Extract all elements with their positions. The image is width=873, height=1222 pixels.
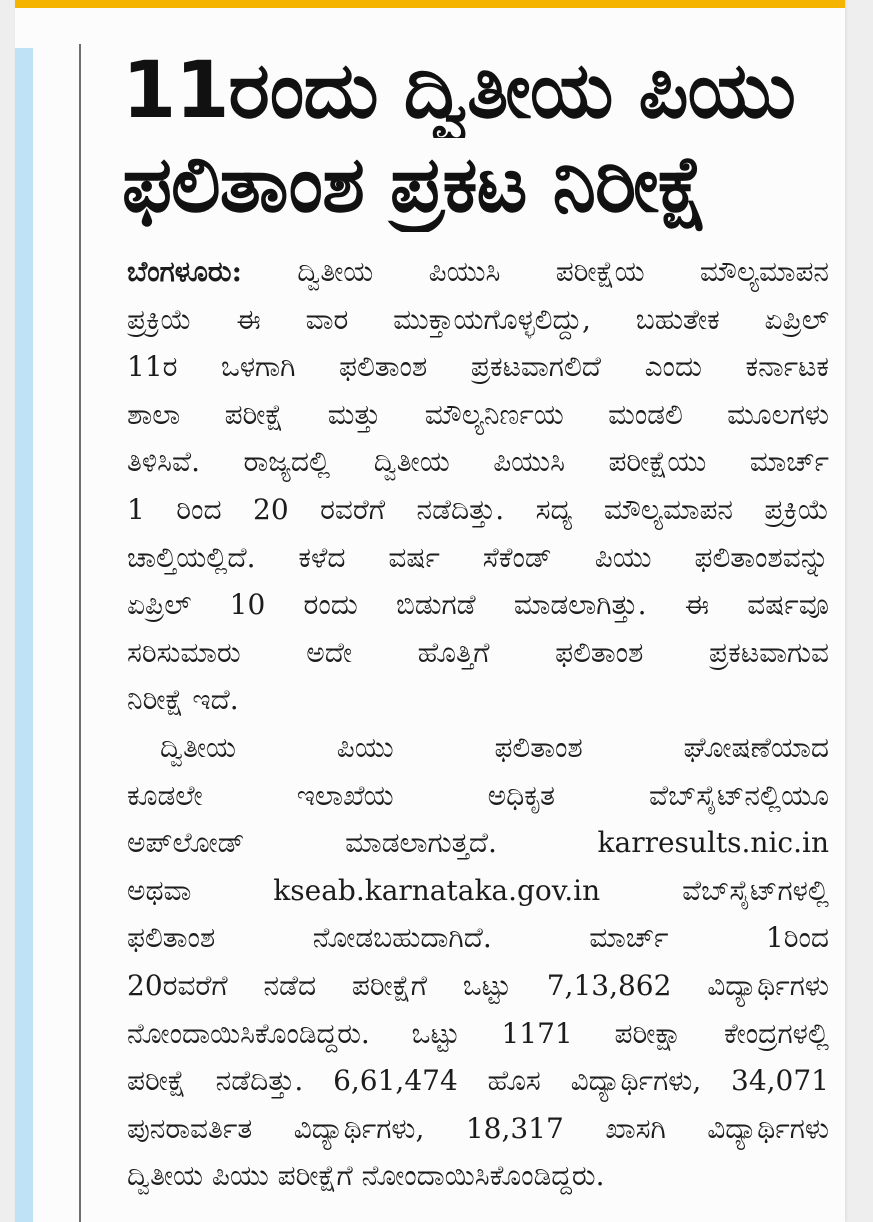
headline bbox=[122, 44, 837, 232]
text-line: ಫಲಿತಾಂಶ ನೋಡಬಹುದಾಗಿದೆ. ಮಾರ್ಚ್ 1ರಿಂದ bbox=[127, 921, 829, 955]
text-line: ತಿಳಿಸಿವೆ. ರಾಜ್ಯದಲ್ಲಿ ದ್ವಿತೀಯ ಪಿಯುಸಿ ಪರೀಕ್ಷೆಯು ಮಾರ್ಚ್ bbox=[127, 445, 829, 479]
text-line: ಏಪ್ರಿಲ್ 10 ರಂದು ಬಿಡುಗಡೆ ಮಾಡಲಾಗಿತ್ತು. ಈ ವರ್ಷವೂ bbox=[127, 588, 829, 622]
text-line-rest: ದ್ವಿತೀಯ ಪಿಯುಸಿ ಪರೀಕ್ಷೆಯ ಮೌಲ್ಯಮಾಪನ bbox=[241, 255, 829, 288]
text-line: ಅಪ್‌ಲೋಡ್ ಮಾಡಲಾಗುತ್ತದೆ. karresults.nic.in bbox=[127, 826, 829, 860]
text-line: ನಿರೀಕ್ಷೆ ಇದೆ. bbox=[127, 683, 239, 717]
text-line: ಕೂಡಲೇ ಇಲಾಖೆಯ ಅಧಿಕೃತ ವೆಬ್‌ಸೈಟ್‌ನಲ್ಲಿಯೂ bbox=[127, 778, 829, 812]
text-line: ಪುನರಾವರ್ತಿತ ವಿದ್ಯಾರ್ಥಿಗಳು, 18,317 ಖಾಸಗಿ ವಿದ್ಯಾರ್ಥಿಗಳು bbox=[127, 1111, 829, 1145]
headline-line-2: ಫಲಿತಾಂಶ ಪ್ರಕಟ ನಿರೀಕ್ಷೆ bbox=[122, 140, 707, 230]
article-body bbox=[127, 248, 829, 1200]
text-line: 20ರವರೆಗೆ ನಡೆದ ಪರೀಕ್ಷೆಗೆ ಒಟ್ಟು 7,13,862 ವಿದ್ಯಾರ್ಥಿಗಳು bbox=[127, 968, 829, 1002]
text-line: 1 ರಿಂದ 20 ರವರೆಗೆ ನಡೆದಿತ್ತು. ಸದ್ಯ ಮೌಲ್ಯಮಾಪನ ಪ್ರಕ್ರಿಯೆ bbox=[127, 492, 829, 526]
headline-line-1: 11ರಂದು ದ್ವಿತೀಯ ಪಿಯು bbox=[122, 46, 795, 136]
dateline: ಬೆಂಗಳೂರು: bbox=[127, 255, 242, 288]
text-line bbox=[127, 248, 829, 296]
text-line: ದ್ವಿತೀಯ ಪಿಯು ಫಲಿತಾಂಶ ಘೋಷಣೆಯಾದ bbox=[160, 730, 829, 764]
text-line: ನೋಂದಾಯಿಸಿಕೊಂಡಿದ್ದರು. ಒಟ್ಟು 1171 ಪರೀಕ್ಷಾ ಕೇಂದ್ರಗಳಲ್ಲಿ bbox=[127, 1016, 829, 1050]
text-line: ಚಾಲ್ತಿಯಲ್ಲಿದೆ. ಕಳೆದ ವರ್ಷ ಸೆಕೆಂಡ್ ಪಿಯು ಫಲಿತಾಂಶವನ್ನು bbox=[127, 540, 829, 574]
text-line: ಸರಿಸುಮಾರು ಅದೇ ಹೊತ್ತಿಗೆ ಫಲಿತಾಂಶ ಪ್ರಕಟವಾಗುವ bbox=[127, 635, 829, 669]
text-line: ಶಾಲಾ ಪರೀಕ್ಷೆ ಮತ್ತು ಮೌಲ್ಯನಿರ್ಣಯ ಮಂಡಲಿ ಮೂಲಗಳು bbox=[127, 397, 829, 431]
top-accent-bar bbox=[15, 0, 845, 8]
text-line: 11ರ ಒಳಗಾಗಿ ಫಲಿತಾಂಶ ಪ್ರಕಟವಾಗಲಿದೆ ಎಂದು ಕರ್ನಾಟಕ bbox=[127, 350, 829, 384]
text-line: ದ್ವಿತೀಯ ಪಿಯು ಪರೀಕ್ಷೆಗೆ ನೋಂದಾಯಿಸಿಕೊಂಡಿದ್ದರು. bbox=[127, 1159, 605, 1193]
left-side-strip bbox=[15, 48, 33, 1222]
text-line: ಅಥವಾ kseab.karnataka.gov.in ವೆಬ್‌ಸೈಟ್‌ಗಳಲ್ಲಿ bbox=[127, 873, 829, 907]
text-line: ಪ್ರಕ್ರಿಯೆ ಈ ವಾರ ಮುಕ್ತಾಯಗೊಳ್ಳಲಿದ್ದು, ಬಹುತೇಕ ಏಪ್ರಿಲ್ bbox=[127, 302, 829, 336]
text-line: ಪರೀಕ್ಷೆ ನಡೆದಿತ್ತು. 6,61,474 ಹೊಸ ವಿದ್ಯಾರ್ಥಿಗಳು, 34,071 bbox=[127, 1064, 829, 1098]
column-rule bbox=[79, 44, 81, 1222]
